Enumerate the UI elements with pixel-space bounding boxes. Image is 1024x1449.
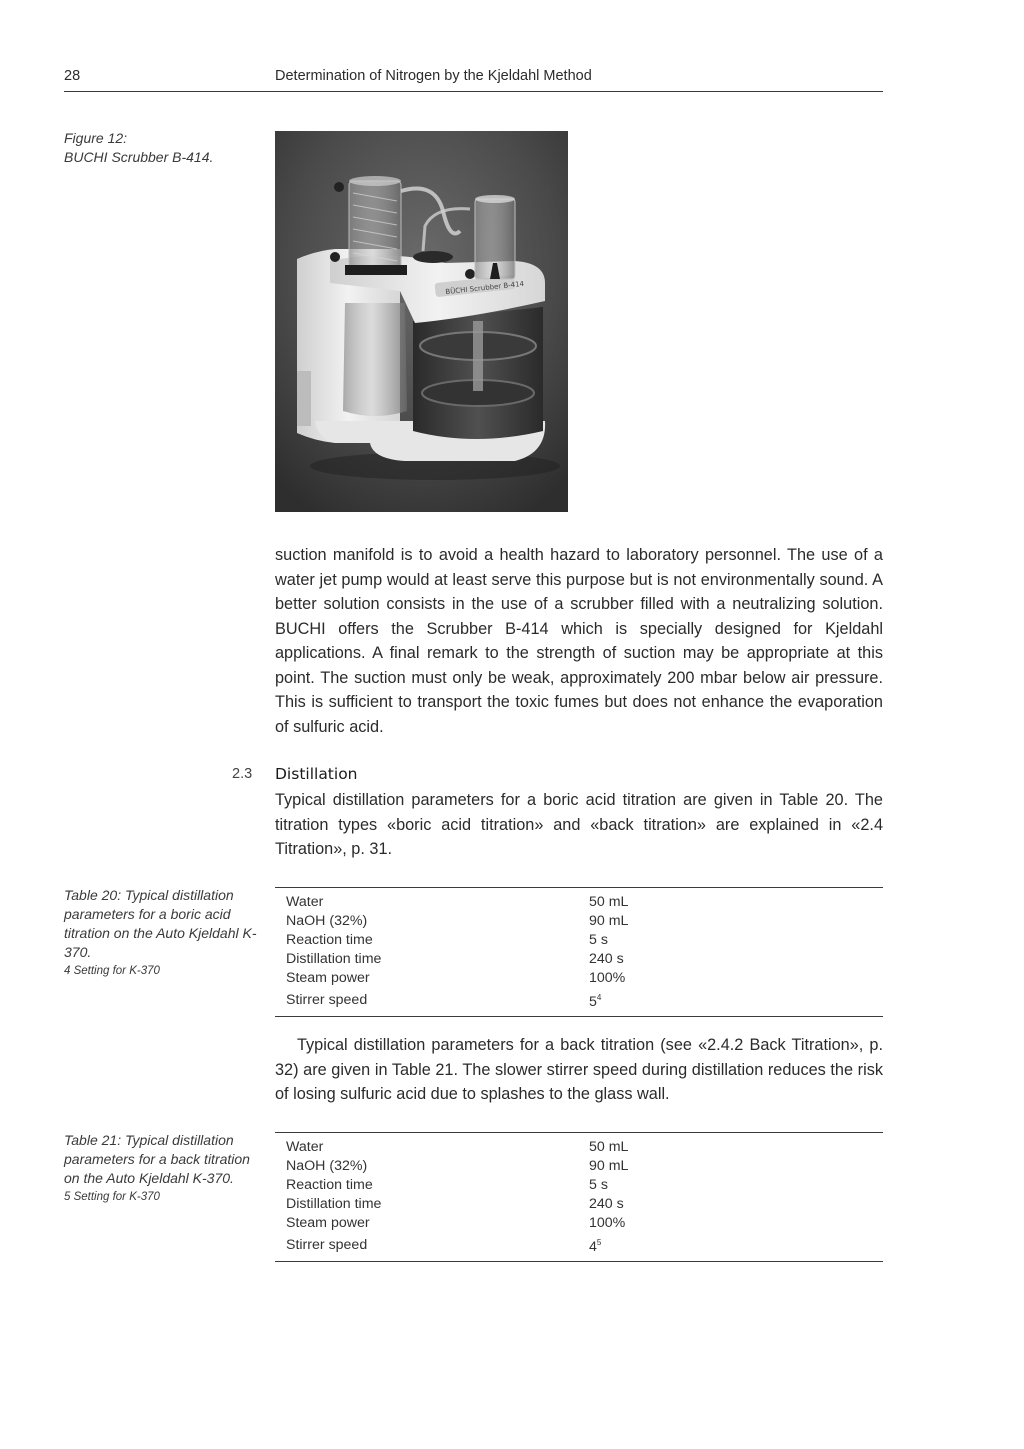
row-value-text: 90 mL — [589, 913, 629, 929]
row-label: Stirrer speed — [286, 1236, 368, 1253]
row-value-text: 4 — [589, 1239, 597, 1255]
table-row — [275, 969, 883, 988]
row-label: Distillation time — [286, 951, 382, 967]
device-brand-label: BÜCHI Scrubber B-414 — [445, 279, 525, 297]
table-row — [275, 912, 883, 931]
body-paragraph-2: Typical distillation parameters for a back titration (see «2.4.2 Back Titration», p. 32) are given in Table 21. The slower stirrer speed during distillation reduces the risk of losing sulfuric acid due to splashes to the glass wall. — [275, 1036, 883, 1103]
table-row — [275, 1214, 883, 1233]
table-21-caption-text: Table 21: Typical distillation parameters for a back titration on the Auto Kjeldahl K-370. — [64, 1132, 250, 1186]
section-paragraph: Typical distillation parameters for a boric acid titration are given in Table 20. The titration types «boric acid titration» and «back titration» are explained in «2.4 Titration», p. 31. — [275, 791, 883, 858]
row-value — [589, 912, 883, 931]
table-row — [275, 1233, 883, 1257]
row-label: NaOH (32%) — [286, 913, 368, 929]
row-value — [589, 893, 883, 912]
row-label: Water — [286, 894, 324, 910]
row-value-text: 50 mL — [589, 1139, 629, 1155]
row-value-text: 100% — [589, 970, 626, 986]
table-row — [275, 950, 883, 969]
table-20 — [275, 887, 883, 1017]
row-value — [589, 988, 883, 1012]
table-21 — [275, 1132, 883, 1262]
row-value — [589, 950, 883, 969]
row-value — [589, 1214, 883, 1233]
figure-caption — [64, 129, 260, 167]
row-label: Water — [286, 1139, 324, 1155]
row-value-text: 50 mL — [589, 894, 629, 910]
row-value-text: 240 s — [589, 1196, 624, 1212]
row-value — [589, 931, 883, 950]
row-label: NaOH (32%) — [286, 1158, 368, 1174]
row-value — [589, 1138, 883, 1157]
table-row — [275, 1138, 883, 1157]
row-label: Reaction time — [286, 1177, 373, 1193]
figure-caption-text: BUCHI Scrubber B-414. — [64, 149, 214, 165]
running-header-title: Determination of Nitrogen by the Kjeldahl Method — [275, 68, 592, 84]
table-row — [275, 988, 883, 1012]
header-rule — [64, 91, 883, 92]
row-value — [589, 969, 883, 988]
row-value-text: 5 s — [589, 932, 608, 948]
footnote-marker: 5 — [596, 1238, 602, 1247]
footnote-marker: 4 — [596, 993, 602, 1002]
section-number: 2.3 — [232, 766, 253, 782]
row-label: Distillation time — [286, 1196, 382, 1212]
row-value-text: 5 s — [589, 1177, 608, 1193]
row-label: Stirrer speed — [286, 991, 368, 1008]
row-value — [589, 1233, 883, 1257]
table-21-caption — [64, 1131, 260, 1206]
page-number: 28 — [64, 68, 81, 84]
table-21-footnote: 5 Setting for K-370 — [64, 1191, 160, 1203]
row-label: Steam power — [286, 1215, 370, 1231]
row-value-text: 5 — [589, 994, 597, 1010]
table-row — [275, 893, 883, 912]
table-row — [275, 1195, 883, 1214]
row-value — [589, 1195, 883, 1214]
table-row — [275, 1157, 883, 1176]
row-label: Steam power — [286, 970, 370, 986]
table-row — [275, 1176, 883, 1195]
row-value — [589, 1176, 883, 1195]
table-20-caption — [64, 886, 260, 980]
scrubber-photo — [275, 131, 568, 512]
section-title: Distillation — [275, 765, 358, 783]
row-value-text: 90 mL — [589, 1158, 629, 1174]
body-paragraph-1: suction manifold is to avoid a health hazard to laboratory personnel. The use of a water jet pump would at least serve this purpose but is not environmentally sound. A better solution consists in the use of a scrubber filled with a neutralizing solution. BUCHI offers the Scrubber B-414 which is specially designed for Kjeldahl applications. A final remark to the strength of suction may be appropriate at this point. The suction must only be weak, approximately 200 mbar below air pressure. This is sufficient to transport the toxic fumes but does not enhance the evaporation of sulfuric acid. — [275, 546, 883, 736]
table-row — [275, 931, 883, 950]
table-20-footnote: 4 Setting for K-370 — [64, 965, 160, 977]
row-label: Reaction time — [286, 932, 373, 948]
figure-caption-label: Figure 12: — [64, 130, 128, 146]
row-value-text: 240 s — [589, 951, 624, 967]
row-value-text: 100% — [589, 1215, 626, 1231]
row-value — [589, 1157, 883, 1176]
table-20-caption-text: Table 20: Typical distillation parameters for a boric acid titration on the Auto Kjeldahl K-370. — [64, 887, 257, 960]
